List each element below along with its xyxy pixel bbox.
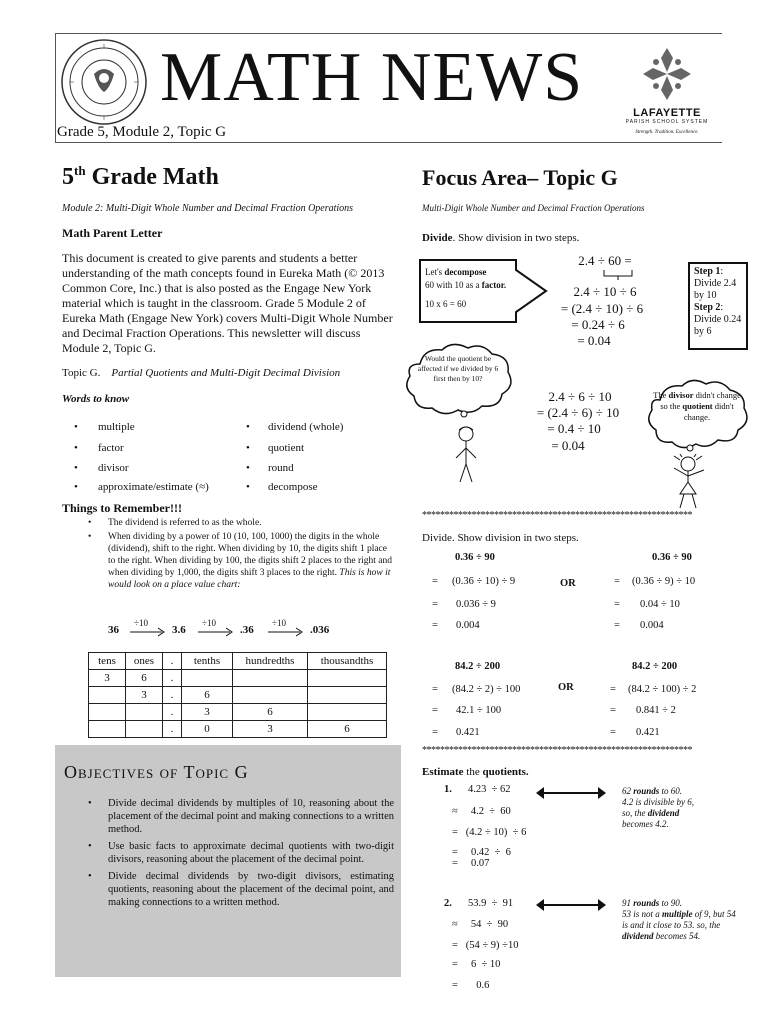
word-bullet: •: [74, 462, 78, 474]
word-bullet: •: [246, 442, 250, 454]
table-cell: .: [163, 704, 182, 721]
seq-value: .036: [310, 624, 330, 636]
equation-line: = 0.4 ÷ 10: [547, 421, 601, 436]
word-bullet: •: [74, 481, 78, 493]
table-cell: [308, 704, 387, 721]
right-arrow-icon: [268, 627, 304, 637]
decompose-bracket-icon: [598, 268, 638, 282]
table-cell: [126, 721, 163, 738]
cloud-answer: The divisor didn't change so the quotient didn't change.: [653, 390, 741, 422]
table-header-cell: tens: [89, 653, 126, 670]
problem-title: 0.36 ÷ 90: [652, 552, 692, 563]
equals-sign: =: [614, 576, 620, 587]
word-item: divisor: [98, 462, 129, 474]
problem-title: 0.36 ÷ 90: [455, 552, 495, 563]
seq-value: 3.6: [172, 624, 186, 636]
calc-step: 42.1 ÷ 100: [456, 705, 502, 716]
or-label: OR: [560, 578, 576, 589]
or-label: OR: [558, 682, 574, 693]
right-title: Focus Area– Topic G: [422, 165, 618, 190]
equals-sign: =: [432, 576, 438, 587]
table-row: [89, 687, 387, 704]
estimate-step: = (54 ÷ 9) ÷10: [452, 940, 519, 951]
calc-step: 0.04 ÷ 10: [640, 599, 680, 610]
double-arrow-icon: [534, 786, 608, 800]
left-title: 5th Grade Math: [62, 163, 219, 190]
objective-item: • Divide decimal dividends by multiples of 10, reasoning about the placement of the decimal point and making connections to a written method.: [88, 797, 394, 836]
table-header-row: [89, 653, 387, 670]
star-divider: ************************************************************: [422, 510, 692, 521]
lafayette-cross-icon: [622, 46, 712, 102]
word-item: approximate/estimate (≈): [98, 481, 209, 493]
problem-title: 84.2 ÷ 200: [455, 661, 501, 672]
left-subtitle: Module 2: Multi-Digit Whole Number and Decimal Fraction Operations: [62, 203, 354, 214]
table-cell: [233, 670, 308, 687]
word-bullet: •: [74, 442, 78, 454]
table-cell: .: [163, 721, 182, 738]
things-item: • The dividend is referred to as the whole.: [88, 517, 393, 529]
calc-step: 0.004: [640, 620, 664, 631]
right-arrow-icon: [130, 627, 166, 637]
table-header-cell: ones: [126, 653, 163, 670]
table-cell: .: [163, 670, 182, 687]
girl-figure-icon: [666, 454, 710, 510]
things-list: [88, 517, 393, 593]
word-bullet: •: [246, 462, 250, 474]
table-cell: 6: [126, 670, 163, 687]
table-row: [89, 670, 387, 687]
equals-sign: =: [614, 620, 620, 631]
table-cell: [308, 670, 387, 687]
equals-sign: =: [432, 727, 438, 738]
grade-module-topic: Grade 5, Module 2, Topic G: [57, 124, 227, 140]
table-cell: [308, 687, 387, 704]
table-cell: 0: [182, 721, 233, 738]
table-cell: [89, 721, 126, 738]
logo-motto: Strength. Tradition. Excellence.: [635, 130, 699, 135]
estimate-step: ≈ 4.2 ÷ 60: [452, 806, 511, 817]
word-item: quotient: [268, 442, 305, 454]
logo-name: LAFAYETTE: [633, 107, 701, 119]
seq-operator: ÷10: [202, 618, 216, 628]
seq-operator: ÷10: [272, 618, 286, 628]
calc-step: (84.2 ÷ 2) ÷ 100: [452, 684, 521, 695]
equals-sign: =: [610, 727, 616, 738]
equation-line: = 0.04: [577, 333, 611, 348]
topic-line: Topic G. Partial Quotients and Multi-Digit Decimal Division: [62, 367, 341, 379]
equation-line: 2.4 ÷ 6 ÷ 10: [548, 389, 612, 404]
word-item: round: [268, 462, 294, 474]
school-board-seal-icon: [60, 38, 148, 126]
calc-step: 0.421: [456, 727, 480, 738]
estimate-step: = 0.42 ÷ 6: [452, 847, 511, 858]
word-item: dividend (whole): [268, 421, 344, 433]
things-heading: Things to Remember!!!: [62, 501, 182, 515]
objectives-title: Objectives of Topic G: [64, 762, 249, 782]
problem-title: 84.2 ÷ 200: [632, 661, 678, 672]
estimate-number: 2.: [444, 898, 452, 909]
lafayette-logo: [622, 46, 712, 140]
words-heading: Words to know: [62, 393, 130, 405]
objectives-list: [88, 797, 394, 913]
calc-step: 0.036 ÷ 9: [456, 599, 496, 610]
intro-paragraph: This document is created to give parents and students a better understanding of the math concepts found in Eureka Math (© 2013 Common Core, Inc.) that is also posted as the Engage New York material which is taught in the classroom. Grade 5 Module 2 of Eureka Math (Engage New York) covers Multi-Digit Whole Number and Decimal Fraction Operations. This newsletter will discuss Module 2, Topic G.: [62, 251, 393, 355]
estimate-note: 91 rounds to 90. 53 is not a multiple of 9, but 54 is and it close to 53. so, the dividend becomes 54.: [622, 898, 736, 941]
estimate-step: 4.23 ÷ 62: [468, 784, 511, 795]
equation-line: = (2.4 ÷ 10) ÷ 6: [560, 301, 644, 316]
word-bullet: •: [246, 481, 250, 493]
equation-line: 2.4 ÷ 10 ÷ 6: [573, 284, 637, 299]
seq-value: .36: [240, 624, 254, 636]
table-header-cell: tenths: [182, 653, 233, 670]
table-cell: .: [163, 687, 182, 704]
divide-instruction: Divide. Show division in two steps.: [422, 232, 580, 244]
boy-figure-icon: [450, 424, 482, 484]
table-row: [89, 721, 387, 738]
estimate-number: 1.: [444, 784, 452, 795]
decompose-text: Let's decompose 60 with 10 as a factor. 10 x 6 = 60: [425, 267, 507, 309]
table-cell: [182, 670, 233, 687]
word-bullet: •: [74, 421, 78, 433]
table-cell: [89, 704, 126, 721]
divide-instruction-2: Divide. Show division in two steps.: [422, 532, 579, 544]
table-cell: 3: [182, 704, 233, 721]
right-subtitle: Multi-Digit Whole Number and Decimal Fraction Operations: [422, 203, 645, 213]
table-row: [89, 704, 387, 721]
calc-step: 0.421: [636, 727, 660, 738]
table-cell: 3: [89, 670, 126, 687]
table-cell: 3: [126, 687, 163, 704]
table-cell: [89, 687, 126, 704]
equals-sign: =: [432, 599, 438, 610]
estimate-step: = 0.07: [452, 858, 490, 869]
seq-operator: ÷10: [134, 618, 148, 628]
steps-box: Step 1: Divide 2.4 by 10 Step 2: Divide 0.24 by 6: [688, 262, 748, 350]
place-value-table: [88, 652, 387, 738]
estimate-step: 53.9 ÷ 91: [468, 898, 514, 909]
equals-sign: =: [614, 599, 620, 610]
word-item: factor: [98, 442, 124, 454]
estimate-step: = (4.2 ÷ 10) ÷ 6: [452, 827, 527, 838]
equation-line: = 0.24 ÷ 6: [571, 317, 625, 332]
calc-step: (0.36 ÷ 10) ÷ 9: [452, 576, 516, 587]
table-header-cell: hundredths: [233, 653, 308, 670]
table-header-cell: thousandths: [308, 653, 387, 670]
objective-item: • Use basic facts to approximate decimal quotients with two-digit divisors, reasoning about the placement of the decimal point.: [88, 840, 394, 866]
equals-sign: =: [610, 705, 616, 716]
word-bullet: •: [246, 421, 250, 433]
equals-sign: =: [432, 620, 438, 631]
double-arrow-icon: [534, 898, 608, 912]
objective-item: • Divide decimal dividends by two-digit divisors, estimating quotients, reasoning about the placement of the decimal point, and making connections to a written method.: [88, 870, 394, 909]
estimate-heading: Estimate the quotients.: [422, 766, 529, 778]
table-cell: 6: [233, 704, 308, 721]
estimate-note: 62 rounds to 60. 4.2 is divisible by 6, so, the dividend becomes 4.2.: [622, 786, 694, 829]
table-cell: 6: [182, 687, 233, 704]
table-cell: [126, 704, 163, 721]
calc-step: (84.2 ÷ 100) ÷ 2: [628, 684, 697, 695]
table-header-cell: .: [163, 653, 182, 670]
table-cell: [233, 687, 308, 704]
word-item: decompose: [268, 481, 318, 493]
parent-letter-heading: Math Parent Letter: [62, 226, 163, 240]
table-cell: 6: [308, 721, 387, 738]
equals-sign: =: [432, 684, 438, 695]
word-item: multiple: [98, 421, 135, 433]
star-divider: ************************************************************: [422, 745, 692, 756]
calc-step: 0.841 ÷ 2: [636, 705, 676, 716]
equals-sign: =: [432, 705, 438, 716]
things-item: • When dividing by a power of 10 (10, 100, 1000) the digits in the whole (dividend), shift to the right. When dividing by 10, the digits shift 1 place to the right. When dividing by 100, the digits shift 2 places to the right and when dividing by 1,000, the digits shift 3 places to the right. This is how it would look on a place value chart:: [88, 531, 393, 591]
table-cell: 3: [233, 721, 308, 738]
equation-line: = 0.04: [551, 438, 585, 453]
cloud-question: Would the quotient be affected if we divided by 6 first then by 10?: [417, 354, 499, 383]
equation-line: 2.4 ÷ 60 =: [578, 253, 632, 268]
newsletter-title: MATH NEWS: [160, 39, 584, 116]
calc-step: 0.004: [456, 620, 480, 631]
estimate-step: ≈ 54 ÷ 90: [452, 919, 509, 930]
estimate-step: = 6 ÷ 10: [452, 959, 501, 970]
calc-step: (0.36 ÷ 9) ÷ 10: [632, 576, 696, 587]
logo-subtitle: PARISH SCHOOL SYSTEM: [625, 119, 709, 125]
equals-sign: =: [610, 684, 616, 695]
right-arrow-icon: [198, 627, 234, 637]
seq-value: 36: [108, 624, 119, 636]
estimate-step: = 0.6: [452, 980, 490, 991]
equation-line: = (2.4 ÷ 6) ÷ 10: [536, 405, 620, 420]
